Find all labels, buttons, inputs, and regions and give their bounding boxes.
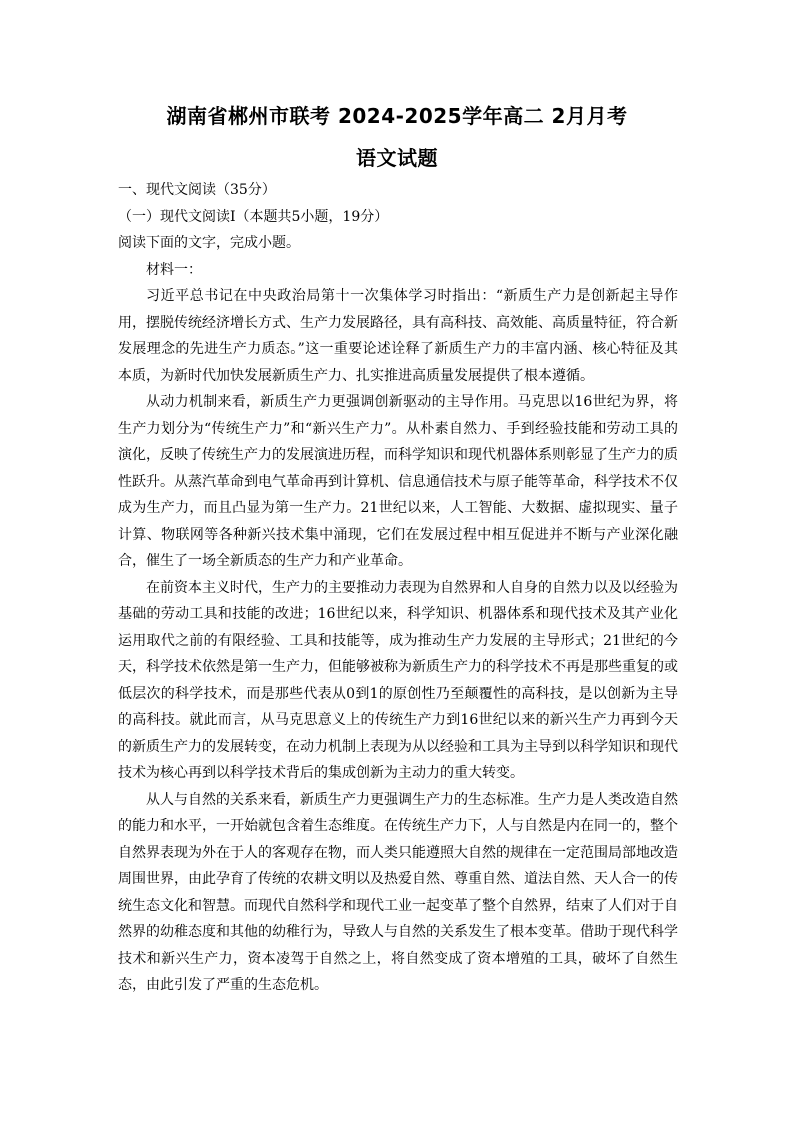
section-subheading: （一）现代文阅读Ⅰ（本题共5小题，19分） bbox=[118, 208, 389, 225]
material-label: 材料一： bbox=[146, 261, 202, 278]
paragraph-2: 从动力机制来看，新质生产力更强调创新驱动的主导作用。马克思以16世纪为界，将生产力划分为“传统生产力”和“新兴生产力”。从朴素自然力、手到经验技能和劳动工具的演化，反映了传统生产力的发展演进历程，而科学知识和现代机器体系则彰显了生产力的质性跃升。从蒸汽革命到电气革命再到计算机、信息通信技术与原子能等革命，科学技术不仅成为生产力，而且凸显为第一生产力。21世纪以来，人工智能、大数据、虚拟现实、量子计算、物联网等各种新兴技术集中涌现，它们在发展过程中相互促进并不断与产业深化融合，催生了一场全新质态的生产力和产业革命。 bbox=[118, 394, 678, 569]
paragraph-4: 从人与自然的关系来看，新质生产力更强调生产力的生态标准。生产力是人类改造自然的能力和水平，一开始就包含着生态维度。在传统生产力下，人与自然是内在同一的，整个自然界表现为外在于人的客观存在物，而人类只能遵照大自然的规律在一定范围局部地改造周围世界，由此孕育了传统的农耕文明以及热爱自然、尊重自然、道法自然、天人合一的传统生态文化和智慧。而现代自然科学和现代工业一起变革了整个自然界，结束了人们对于自然界的幼稚态度和其他的幼稚行为，导致人与自然的关系发生了根本变革。借助于现代科学技术和新兴生产力，资本凌驾于自然之上，将自然变成了资本增殖的工具，破坏了自然生态，由此引发了严重的生态危机。 bbox=[118, 791, 678, 993]
exam-title: 湖南省郴州市联考 2024-2025学年高二 2月月考 bbox=[166, 104, 628, 128]
exam-subtitle: 语文试题 bbox=[356, 146, 438, 170]
paragraph-3: 在前资本主义时代，生产力的主要推动力表现为自然界和人自身的自然力以及以经验为基础的劳动工具和技能的改进；16世纪以来，科学知识、机器体系和现代技术及其产业化运用取代之前的有限经验、工具和技能等，成为推动生产力发展的主导形式；21世纪的今天，科学技术依然是第一生产力，但能够被称为新质生产力的科学技术不再是那些重复的或低层次的科学技术，而是那些代表从0到1的原创性乃至颠覆性的高科技，是以创新为主导的高科技。就此而言，从马克思意义上的传统生产力到16世纪以来的新兴生产力再到今天的新质生产力的发展转变，在动力机制上表现为从以经验和工具为主导到以科学知识和现代技术为核心再到以科学技术背后的集成创新为主动力的重大转变。 bbox=[118, 579, 678, 781]
exam-content bbox=[118, 177, 678, 999]
paragraph-1: 习近平总书记在中央政治局第十一次集体学习时指出：“新质生产力是创新起主导作用，摆脱传统经济增长方式、生产力发展路径，具有高科技、高效能、高质量特征，符合新发展理念的先进生产力质态。”这一重要论述诠释了新质生产力的丰富内涵、核心特征及其本质，为新时代加快发展新质生产力、扎实推进高质量发展提供了根本遵循。 bbox=[118, 288, 678, 384]
reading-instruction: 阅读下面的文字，完成小题。 bbox=[118, 235, 300, 251]
section-heading: 一、现代文阅读（35分） bbox=[118, 182, 276, 198]
